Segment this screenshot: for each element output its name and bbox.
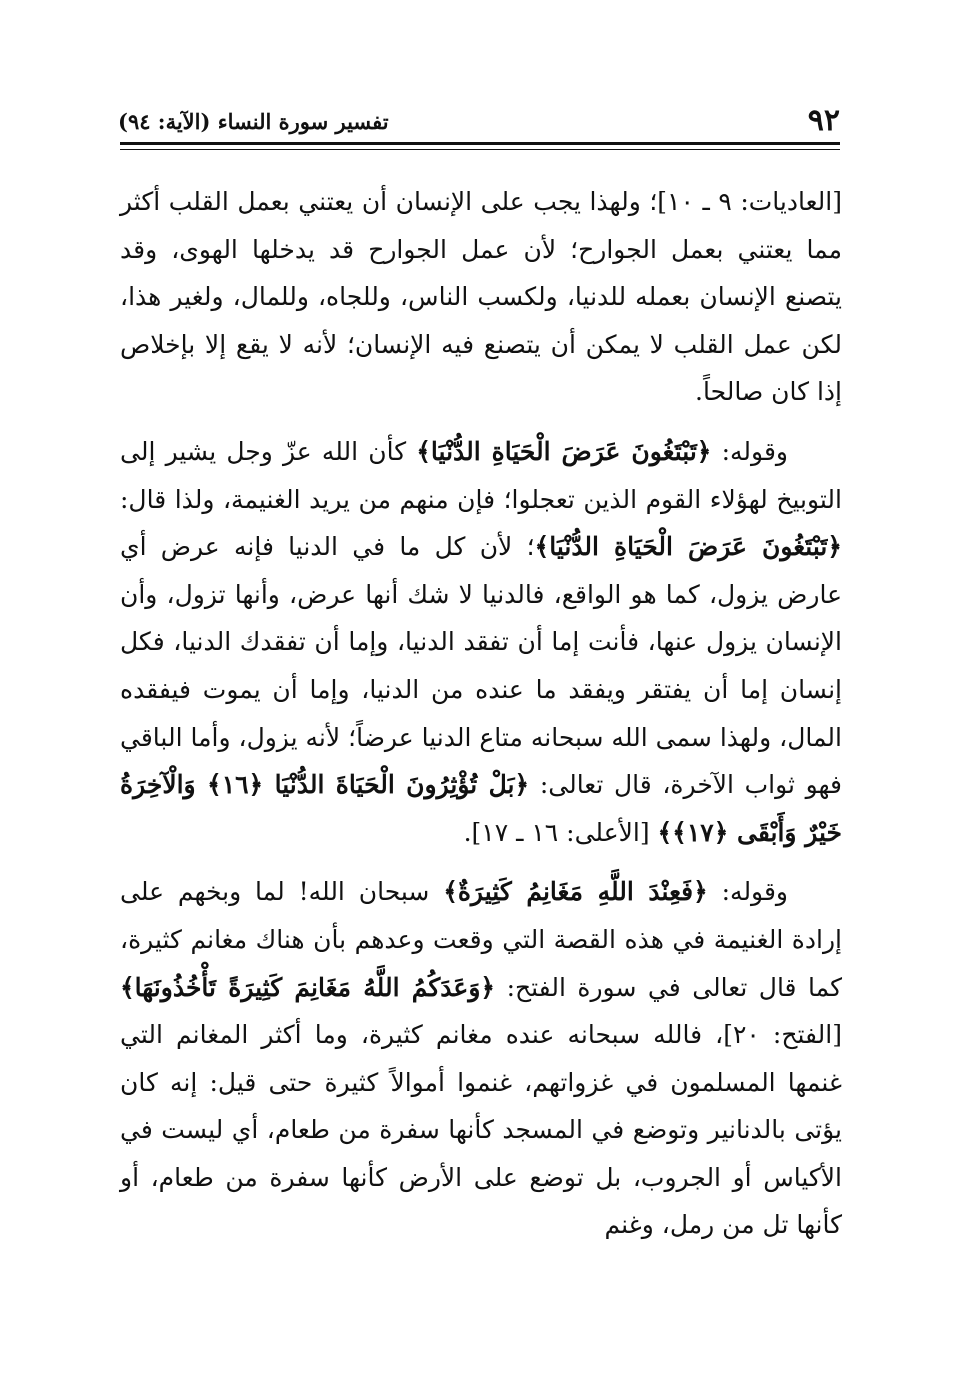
paragraph xyxy=(120,868,842,1249)
body-text xyxy=(120,178,842,1249)
paragraph-text: [الفتح: ٢٠]، فالله سبحانه عنده مغانم كثيرة، وما أكثر المغانم التي غنمها المسلمون في غزواتهم، غنموا أموالاً كثيرة حتى قيل: إنه كان يؤتى بالدنانير وتوضع في المسجد كأنها سفرة من طعام، أي ليست في الأكياس أو الجروب، بل توضع على الأرض كأنها سفرة من طعام، أو كأنها تل من رمل، وغنم xyxy=(120,1020,842,1240)
quran-verse: ﴿فَعِنْدَ اللَّهِ مَغَانِمُ كَثِيرَةٌ﴾ xyxy=(443,877,708,907)
quran-verse: ﴿تَبْتَغُونَ عَرَضَ الْحَيَاةِ الدُّنْيَا﴾ xyxy=(416,436,712,466)
paragraph-text: وقوله: xyxy=(707,877,788,907)
paragraph-text: كأن الله عزّ وجل يشير إلى التوبيخ لهؤلاء القوم الذين تعجلوا؛ فإن منهم من يريد الغنيمة، ولذا قال: xyxy=(120,436,842,514)
quran-verse: ﴿وَعَدَكُمُ اللَّهُ مَغَانِمَ كَثِيرَةً تَأْخُذُونَهَا﴾ xyxy=(120,972,496,1002)
paragraph xyxy=(120,428,842,856)
paragraph xyxy=(120,178,842,416)
header-rule xyxy=(120,142,840,145)
paragraph-text: [العاديات: ٩ ـ ١٠]؛ ولهذا يجب على الإنسان أن يعتني بعمل القلب أكثر مما يعتني بعمل الجوارح؛ لأن عمل الجوارح قد يدخلها الهوى، وقد يتصنع الإنسان بعمله للدنيا، ولكسب الناس، وللجاه، وللمال، ولغير هذا، لكن عمل القلب لا يمكن أن يتصنع فيه الإنسان؛ لأنه لا يقع إلا بإخلاص إذا كان صالحاً. xyxy=(120,187,843,407)
quran-verse: ﴿تَبْتَغُونَ عَرَضَ الْحَيَاةِ الدُّنْيَا﴾ xyxy=(534,532,843,562)
quran-verse: ﴿بَلْ تُؤْثِرُونَ الْحَيَاةَ الدُّنْيَا ﴿١٦﴾ وَالْآخِرَةُ خَيْرٌ وَأَبْقَى ﴿١٧﴾﴾ xyxy=(120,770,842,847)
paragraph-text: وقوله: xyxy=(711,436,788,466)
running-title: تفسير سورة النساء (الآية: ٩٤) xyxy=(118,109,389,134)
paragraph-text: سبحان الله! لما وبخهم على إرادة الغنيمة في هذه القصة التي وقعت وعدهم بأن هناك مغانم كثيرة، كما قال تعالى في سورة الفتح: xyxy=(120,877,842,1002)
paragraph-text: [الأعلى: ١٦ ـ ١٧]. xyxy=(463,817,658,847)
paragraph-text: ؛ لأن كل ما في الدنيا فإنه عرض أي عارض يزول، كما هو الواقع، فالدنيا لا شك أنها عرض، وأنها تزول، وأن الإنسان يزول عنها، فأنت إما أن تفقد الدنيا، وإما أن تفقدك الدنيا، فكل إنسان إما أن يفتقر ويفقد ما عنده من الدنيا، وإما أن يموت فيفقده المال، ولهذا سمى الله سبحانه متاع الدنيا عرضاً؛ لأنه يزول، وأما الباقي فهو ثواب الآخرة، قال تعالى: xyxy=(120,532,843,800)
header-rule-thin xyxy=(120,149,840,150)
page-number: ٩٢ xyxy=(807,103,840,138)
page-header xyxy=(118,96,840,136)
